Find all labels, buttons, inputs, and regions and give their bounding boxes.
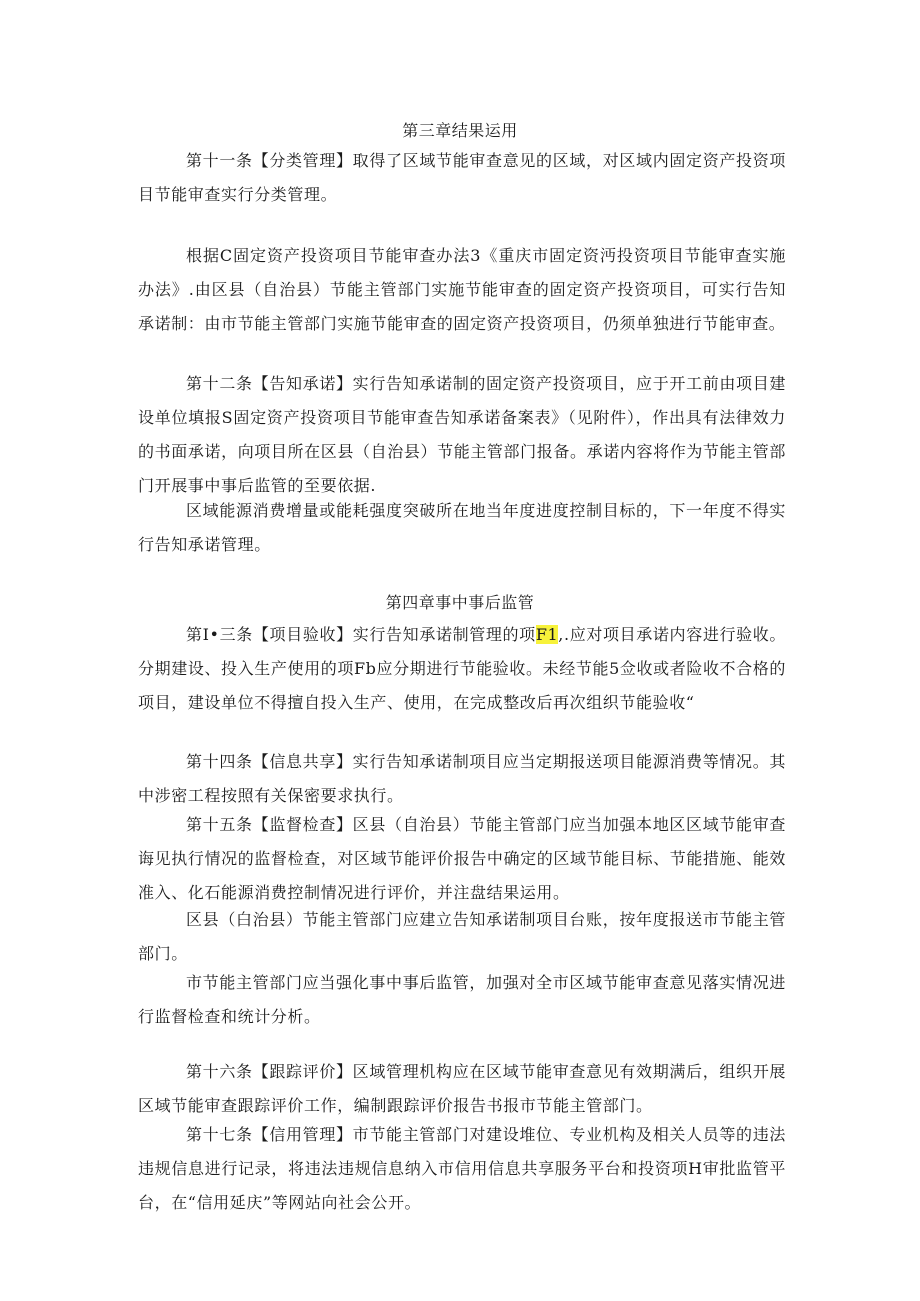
article-12-restriction-paragraph: 区域能源消费增量或能耗强度突破所在地当年度进度控制目标的，下一年度不得实行告知承诺管理。 xyxy=(138,501,786,554)
article-13-text-end: ,.应对项目承诺内容进行验收。分期建设、投入生产使用的项Fb应分期进行节能验收。未经节能5佥收或者险收不合格的项目，建设单位不得擅自投入生产、使用，在完成整改后再次组织节能验收“ xyxy=(138,625,786,712)
article-13-paragraph xyxy=(138,618,786,720)
article-15-paragraph: 第十五条【监督检查】区县（自治县）节能主管部门应当加强本地区区域节能审查诲见执行情况的监督检查，对区域节能评价报告中确定的区域节能目标、节能措施、能效准入、化石能源消费控制情况进行评价，并注盘结果运用。 xyxy=(138,815,786,902)
article-11-paragraph: 第十一条【分类管理】取得了区域节能审查意见的区域，对区域内固定资产投资项目节能审查实行分类管理。 xyxy=(138,151,786,204)
article-17-paragraph: 第十七条【信用管理】市节能主管部门对建设堆位、专业机构及相关人员等的违法违规信息进行记录，将违法违规信息纳入市信用信息共享服务平台和投资项H审批监管平台，在“信用延庆”等网站向社会公开。 xyxy=(138,1125,786,1212)
chapter-4-title: 第四章事中事后监管 xyxy=(385,593,535,612)
district-ledger-paragraph: 区县（白治县）节能主管部门应建立告知承诺制项目台账，按年度报送市节能主管部门。 xyxy=(138,910,786,963)
city-supervision-paragraph: 市节能主管部门应当强化事中事后监管，加强对全市区域节能审查意见落实情况进行监督检查和统计分析。 xyxy=(138,973,786,1026)
article-13-text-start: 第I•三条【项目验收】实行告知承诺制管理的项 xyxy=(186,625,536,644)
highlighted-text: F1 xyxy=(535,625,559,644)
chapter-3-title: 第三章结果运用 xyxy=(402,121,518,140)
article-11-basis-paragraph: 根据C固定资产投资项目节能审查办法3《重庆市固定资沔投资项目节能审查实施办法》.由区县（自治县）节能主管部门实施节能审查的固定资产投资项目，可实行告知承诺制：由市节能主管部门实施节能审查的固定资产投资项目，仍须单独进行节能审查。 xyxy=(138,246,786,333)
article-16-paragraph: 第十六条【跟踪评价】区域管理机构应在区域节能审查意见有效期满后，组织开展区域节能审查跟踪评价工作，编制跟踪评价报告书报市节能主管部门。 xyxy=(138,1062,786,1115)
article-12-paragraph: 第十二条【告知承诺】实行告知承诺制的固定资产投资项目，应于开工前由项目建设单位填报S固定资产投资项目节能审查告知承诺备案表》（见附件），作出具有法律效力的书面承诺，向项目所在区县（自治县）节能主管部门报备。承诺内容将作为节能主管部门开展事中事后监管的至要依据. xyxy=(138,374,786,495)
article-14-paragraph: 第十四条【信息共享】实行告知承诺制项目应当定期报送项目能源消费等情况。其中涉密工程按照有关保密要求执行。 xyxy=(138,752,786,805)
